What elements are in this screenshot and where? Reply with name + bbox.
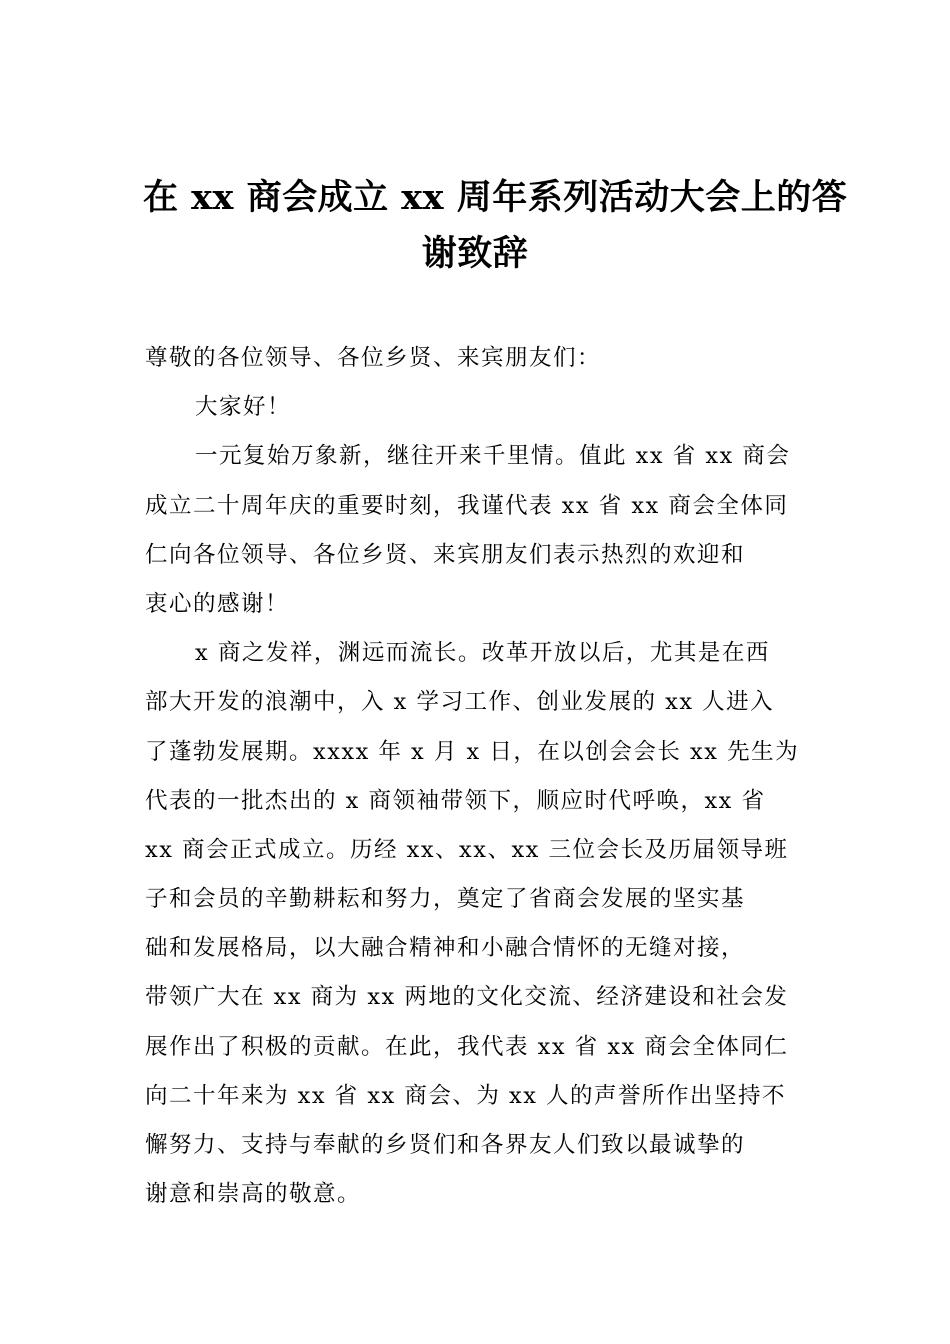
greeting: 大家好！ [195, 394, 292, 421]
document-body [145, 334, 807, 1219]
paragraph-line: 子和会员的辛勤耕耘和努力，奠定了省商会发展的坚实基 [145, 886, 746, 913]
paragraph-line: x 商之发祥，渊远而流长。改革开放以后，尤其是在西 [195, 640, 770, 667]
paragraph-line: 展作出了积极的贡献。在此，我代表 xx 省 xx 商会全体同仁 [145, 1033, 789, 1060]
title-line-2: 谢致辞 [421, 233, 529, 274]
title-line-1: 在 xx 商会成立 xx 周年系列活动大会上的答 [143, 177, 848, 218]
paragraph-line: 懈努力、支持与奉献的乡贤们和各界友人们致以最诚挚的 [145, 1132, 746, 1158]
paragraph-line: 衷心的感谢！ [145, 590, 290, 617]
paragraph-1 [145, 432, 807, 629]
paragraph-line: 成立二十周年庆的重要时刻，我谨代表 xx 省 xx 商会全体同 [145, 492, 789, 519]
paragraph-line: 谢意和崇高的敬意。 [145, 1181, 362, 1208]
paragraph-line: 一元复始万象新，继往开来千里情。值此 xx 省 xx 商会 [195, 443, 791, 470]
paragraph-line: 了蓬勃发展期。xxxx 年 x 月 x 日，在以创会会长 xx 先生为 [145, 738, 800, 765]
paragraph-line: 仁向各位领导、各位乡贤、来宾朋友们表示热烈的欢迎和 [145, 541, 746, 568]
paragraph-line: 础和发展格局，以大融合精神和小融合情怀的无缝对接， [145, 935, 746, 962]
paragraph-line: 带领广大在 xx 商为 xx 两地的文化交流、经济建设和社会发 [145, 984, 789, 1011]
paragraph-line: 部大开发的浪潮中，入 x 学习工作、创业发展的 xx 人进入 [145, 689, 775, 716]
paragraph-line: xx 商会正式成立。历经 xx、xx、xx 三位会长及历届领导班 [145, 836, 789, 863]
salutation: 尊敬的各位领导、各位乡贤、来宾朋友们： [145, 345, 602, 371]
paragraph-line: 代表的一批杰出的 x 商领袖带领下，顺应时代呼唤，xx 省 [145, 787, 766, 814]
paragraph-line: 向二十年来为 xx 省 xx 商会、为 xx 人的声誉所作出坚持不 [145, 1082, 787, 1109]
document-title [143, 170, 848, 282]
paragraph-2 [145, 629, 807, 1219]
